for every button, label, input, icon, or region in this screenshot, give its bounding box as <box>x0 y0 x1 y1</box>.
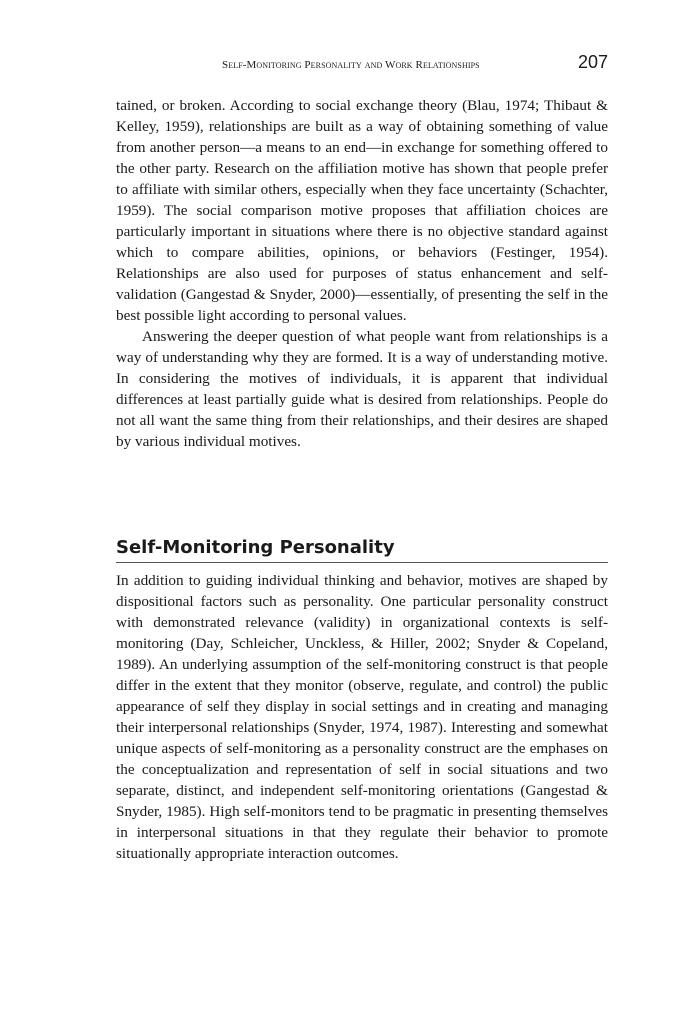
section-heading: Self-Monitoring Personality <box>116 536 608 563</box>
body-text-top <box>116 95 608 452</box>
page-number: 207 <box>577 52 608 72</box>
paragraph-continued: tained, or broken. According to social exchange theory (Blau, 1974; Thibaut & Kelley, 1959), relationships are built as a way of obtaining something of value from another person—a means to an end—in exchange for something offered to the other party. Research on the affiliation motive has shown that people prefer to affiliate with similar others, especially when they face uncertainty (Schachter, 1959). The social comparison motive proposes that affiliation choices are particularly important in situations where there is no objective standard against which to compare abilities, opinions, or behaviors (Festinger, 1954). Relationships are also used for purposes of status enhancement and self-validation (Gangestad & Snyder, 2000)—essentially, of presenting the self in the best possible light according to personal values. <box>116 97 608 324</box>
paragraph-answering: Answering the deeper question of what people want from relationships is a way of understanding why they are formed. It is a way of understanding motive. In considering the motives of individuals, it is apparent that individual differences at least partially guide what is desired from relationships. People do not all want the same thing from their relationships, and their desires are shaped by various individual motives. <box>116 328 608 450</box>
running-head-title: Self-Monitoring Personality and Work Relationships <box>222 59 480 71</box>
running-head <box>116 52 608 78</box>
paragraph-self-monitoring: In addition to guiding individual thinking and behavior, motives are shaped by dispositional factors such as personality. One particular personality construct with demonstrated relevance (validity) in organizational contexts is self-monitoring (Day, Schleicher, Unckless, & Hiller, 2002; Snyder & Copeland, 1989). An underlying assumption of the self-monitoring construct is that people differ in the extent that they monitor (observe, regulate, and control) the public appearance of self they display in social settings and in creating and managing their interpersonal relationships (Snyder, 1974, 1987). Interesting and somewhat unique aspects of self-monitoring as a personality construct are the emphases on the conceptualization and representation of self in social situations and two separate, distinct, and independent self-monitoring orientations (Gangestad & Snyder, 1985). High self-monitors tend to be pragmatic in presenting themselves in interpersonal situations in that they regulate their behavior to promote situationally appropriate interaction outcomes. <box>116 572 608 862</box>
body-text-section <box>116 570 608 864</box>
